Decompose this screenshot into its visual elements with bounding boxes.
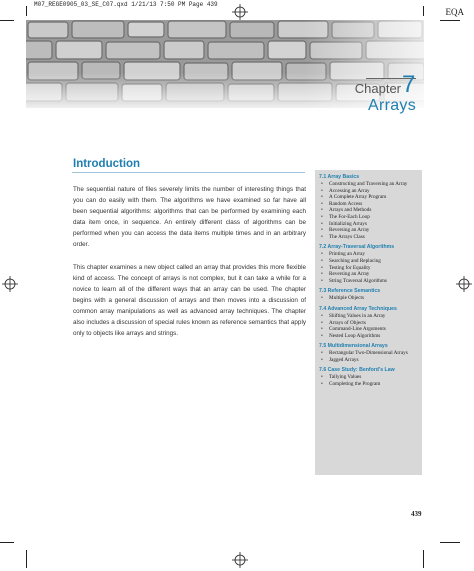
outline-item-label: Constructing and Traversing an Array <box>329 181 408 187</box>
chapter-number: 7 <box>402 71 416 98</box>
outline-section <box>319 305 418 339</box>
outline-item <box>319 227 418 234</box>
outline-item-label: Accessing an Array <box>329 187 370 194</box>
crop-mark-top-right-v <box>423 6 424 16</box>
registration-mark-top <box>232 4 248 20</box>
outline-item-label: Nested Loop Algorithms <box>329 332 381 339</box>
bullet-icon: • <box>321 181 323 187</box>
outline-item <box>319 234 418 241</box>
outline-item-label: Shifting Values in an Array <box>329 312 386 319</box>
intro-paragraph-1: The sequential nature of files severely limits the number of interesting things that you can do easily with them. The algorithms we have examined so far have all been sequential algorithms: algorithms that can be performed by examining each data item once, in sequence. An entirely different class of algorithms can be performed when you can access the data items multiple times and in an arbitrary order. <box>73 186 306 248</box>
outline-item-label: The Arrays Class <box>329 233 365 240</box>
outline-item <box>319 201 418 208</box>
page-number: 439 <box>411 510 422 518</box>
outline-section <box>319 173 418 240</box>
outline-item <box>319 207 418 214</box>
file-slug: M07_REGE0905_03_SE_C07.qxd 1/21/13 7:50 PM Page 439 <box>34 1 218 8</box>
outline-section-title: 7.2 Array-Traversal Algorithms <box>319 244 395 251</box>
registration-mark-right <box>456 276 472 292</box>
chapter-outline-sidebar <box>315 170 422 475</box>
outline-item <box>319 251 418 258</box>
bullet-icon: • <box>321 277 323 284</box>
outline-item <box>319 295 418 302</box>
outline-item-label: Initializing Arrays <box>329 220 367 227</box>
crop-mark-bottom-right-h <box>440 542 460 543</box>
outline-item-label: Testing for Equality <box>329 264 371 271</box>
outline-item-label: Reversing an Array <box>329 227 370 234</box>
outline-item <box>319 214 418 221</box>
bullet-icon: • <box>321 264 323 271</box>
bullet-icon: • <box>321 326 323 333</box>
section-heading: Introduction <box>73 158 141 170</box>
bullet-icon: • <box>321 233 323 240</box>
outline-item <box>319 221 418 228</box>
outline-item-label: Random Access <box>329 200 363 207</box>
outline-item-label: The For-Each Loop <box>329 213 370 220</box>
outline-item-label: A Complete Array Program <box>329 194 387 201</box>
heading-rule <box>72 172 305 173</box>
outline-item <box>319 258 418 265</box>
outline-item <box>319 374 418 381</box>
outline-section <box>319 366 418 387</box>
bullet-icon: • <box>321 356 323 363</box>
outline-item-label: Tallying Values <box>329 374 362 381</box>
outline-section <box>319 243 418 284</box>
outline-item-label: String Traversal Algorithms <box>329 277 387 284</box>
crop-mark-top-left-v <box>26 6 27 16</box>
outline-section-title: 7.1 Array Basics <box>319 174 360 180</box>
crop-mark-bottom-left-v <box>26 550 27 568</box>
outline-item <box>319 333 418 340</box>
outline-section-title: 7.4 Advanced Array Techniques <box>319 305 397 312</box>
bullet-icon: • <box>321 381 323 388</box>
bullet-icon: • <box>321 271 323 278</box>
chapter-label: Chapter <box>354 81 401 96</box>
bullet-icon: • <box>321 332 323 339</box>
registration-mark-bottom <box>232 552 248 568</box>
bullet-icon: • <box>321 319 323 326</box>
outline-item-label: Printing an Array <box>329 251 366 258</box>
chapter-title: Arrays <box>367 97 416 114</box>
outline-item <box>319 320 418 327</box>
registration-mark-left <box>2 276 18 292</box>
bullet-icon: • <box>321 257 323 264</box>
outline-item-label: Rectangular Two-Dimensional Arrays <box>329 350 408 357</box>
outline-item-label: Searching and Replacing <box>329 257 381 264</box>
crop-mark-bottom-right-v <box>423 550 424 568</box>
outline-item-label: Completing the Program <box>329 381 381 388</box>
outline-item <box>319 194 418 201</box>
bullet-icon: • <box>321 350 323 357</box>
outline-item <box>319 357 418 364</box>
outline-section-title: 7.3 Reference Semantics <box>319 288 381 295</box>
corner-mark: EQA <box>445 7 464 17</box>
outline-item <box>319 265 418 272</box>
crop-mark-top-right-h <box>440 20 460 21</box>
outline-item <box>319 313 418 320</box>
intro-paragraph-2: This chapter examines a new object called an array that provides this more flexible kind of access. The concept of arrays is not complex, but it can take a while for a novice to learn all of the different ways that an array can be used. The chapter begins with a general discussion of arrays and then moves into a discussion of common array manipulations as well as advanced array techniques. The chapter also includes a discussion of special rules known as reference semantics that apply only to objects like arrays and strings. <box>73 264 306 337</box>
outline-section <box>319 287 418 302</box>
bullet-icon: • <box>321 213 323 220</box>
bullet-icon: • <box>321 251 323 258</box>
outline-item <box>319 181 418 188</box>
outline-item-label: Command-Line Arguments <box>329 326 386 333</box>
outline-item-label: Multiple Objects <box>329 295 365 302</box>
outline-item-label: Arrays of Objects <box>329 319 366 326</box>
bullet-icon: • <box>321 312 323 319</box>
bullet-icon: • <box>321 374 323 381</box>
crop-mark-bottom-left-h <box>0 542 14 543</box>
outline-item-label: Reversing an Array <box>329 271 370 278</box>
outline-section-title: 7.5 Multidimensional Arrays <box>319 343 388 350</box>
outline-item <box>319 278 418 285</box>
outline-item <box>319 326 418 333</box>
outline-section <box>319 342 418 363</box>
bullet-icon: • <box>321 295 323 302</box>
bullet-icon: • <box>321 194 323 201</box>
outline-item <box>319 381 418 388</box>
crop-mark-top-left-h <box>0 20 14 21</box>
bullet-icon: • <box>321 187 323 194</box>
outline-item-label: Jagged Arrays <box>329 356 359 363</box>
outline-item <box>319 271 418 278</box>
bullet-icon: • <box>321 227 323 234</box>
outline-item <box>319 188 418 195</box>
outline-item-label: Arrays and Methods <box>329 207 372 214</box>
outline-item <box>319 350 418 357</box>
outline-section-title: 7.6 Case Study: Benford’s Law <box>319 367 395 374</box>
bullet-icon: • <box>321 207 323 214</box>
bullet-icon: • <box>321 220 323 227</box>
bullet-icon: • <box>321 200 323 207</box>
